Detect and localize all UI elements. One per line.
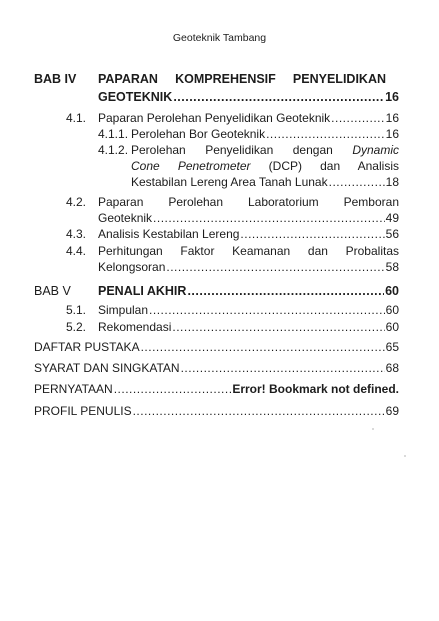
running-header: Geoteknik Tambang [172, 32, 267, 44]
section-4-4-page: 58 [385, 260, 399, 274]
leader-dots [114, 382, 232, 397]
leader-dots [240, 227, 384, 242]
leader-dots [149, 303, 385, 318]
leader-dots [153, 211, 385, 226]
section-4-1-2-page: 18 [385, 175, 399, 189]
syarat-page: 68 [385, 361, 399, 375]
profil-page: 69 [385, 404, 399, 418]
section-5-2-page: 60 [385, 320, 399, 334]
leader-dots [173, 90, 384, 105]
section-4-1-2-title-line1-italic: Dynamic [352, 143, 400, 157]
pernyataan-title: PERNYATAAN [34, 382, 113, 396]
section-4-4-title-line2: Kelongsoran [98, 260, 166, 274]
section-4-1-2-title-line1-text: Perolehan Penyelidikan dengan [131, 143, 333, 157]
leader-dots [181, 361, 385, 376]
leader-dots [266, 127, 385, 142]
chapter-5-entry[interactable] [98, 284, 399, 299]
section-4-1-2-title-line3: Kestabilan Lereng Area Tanah Lunak [131, 175, 328, 189]
chapter-4-title-line2: GEOTEKNIK [98, 90, 173, 104]
section-4-3-page: 56 [385, 227, 399, 241]
section-4-4-number: 4.4. [66, 244, 87, 258]
section-5-2-number: 5.2. [66, 320, 87, 334]
section-4-1-1-page: 16 [385, 127, 399, 141]
section-4-2-title-line2: Geoteknik [98, 211, 153, 225]
section-4-4-title-line1: Perhitungan Faktor Keamanan dan Probalitas [98, 244, 399, 258]
section-5-1-title: Simpulan [98, 303, 149, 317]
section-4-1-1-entry[interactable] [131, 127, 399, 142]
pernyataan-entry[interactable] [34, 382, 399, 397]
profil-title: PROFIL PENULIS [34, 404, 132, 418]
section-5-1-page: 60 [385, 303, 399, 317]
section-4-1-2-title-line2-italic: Cone Penetrometer [131, 159, 251, 173]
leader-dots [172, 320, 384, 335]
section-4-2-entry[interactable] [98, 211, 399, 226]
section-4-1-1-number: 4.1.1. [98, 127, 129, 141]
section-5-1-number: 5.1. [66, 303, 87, 317]
chapter-4-title-line1: PAPARAN KOMPREHENSIF PENYELIDIKAN [98, 72, 386, 86]
chapter-5-page: 60 [385, 284, 399, 298]
chapter-4-label: BAB IV [34, 72, 77, 86]
section-5-2-entry[interactable] [98, 320, 399, 335]
paper-speck [404, 455, 406, 457]
profil-entry[interactable] [34, 404, 399, 419]
paper-speck [372, 428, 374, 430]
daftar-pustaka-page: 65 [385, 340, 399, 354]
section-4-1-2-title-line1 [131, 143, 399, 158]
section-4-2-title-line1: Paparan Perolehan Laboratorium Pemboran [98, 195, 399, 209]
syarat-title: SYARAT DAN SINGKATAN [34, 361, 180, 375]
syarat-entry[interactable] [34, 361, 399, 376]
section-4-3-title: Analisis Kestabilan Lereng [98, 227, 240, 241]
section-4-3-entry[interactable] [98, 227, 399, 242]
section-4-3-number: 4.3. [66, 227, 87, 241]
chapter-4-page: 16 [385, 90, 399, 104]
section-4-1-1-title: Perolehan Bor Geoteknik [131, 127, 266, 141]
section-4-1-2-entry[interactable] [131, 175, 399, 190]
chapter-4-entry[interactable] [98, 90, 399, 105]
daftar-pustaka-title: DAFTAR PUSTAKA [34, 340, 140, 354]
section-4-1-2-title-line2-text: (DCP) dan Analisis [268, 159, 399, 173]
chapter-5-label: BAB V [34, 284, 71, 298]
section-5-2-title: Rekomendasi [98, 320, 172, 334]
section-4-4-entry[interactable] [98, 260, 399, 275]
leader-dots [133, 404, 385, 419]
section-5-1-entry[interactable] [98, 303, 399, 318]
leader-dots [187, 284, 384, 299]
section-4-2-page: 49 [385, 211, 399, 225]
leader-dots [331, 111, 384, 126]
chapter-5-title: PENALI AKHIR [98, 284, 187, 298]
leader-dots [141, 340, 385, 355]
section-4-1-2-title-line2 [131, 159, 399, 174]
pernyataan-error: Error! Bookmark not defined. [232, 382, 399, 396]
section-4-1-2-number: 4.1.2. [98, 143, 129, 157]
section-4-1-entry[interactable] [98, 111, 399, 126]
leader-dots [329, 175, 385, 190]
daftar-pustaka-entry[interactable] [34, 340, 399, 355]
section-4-2-number: 4.2. [66, 195, 87, 209]
leader-dots [166, 260, 384, 275]
section-4-1-title: Paparan Perolehan Penyelidikan Geoteknik [98, 111, 331, 125]
section-4-1-page: 16 [385, 111, 399, 125]
section-4-1-number: 4.1. [66, 111, 87, 125]
